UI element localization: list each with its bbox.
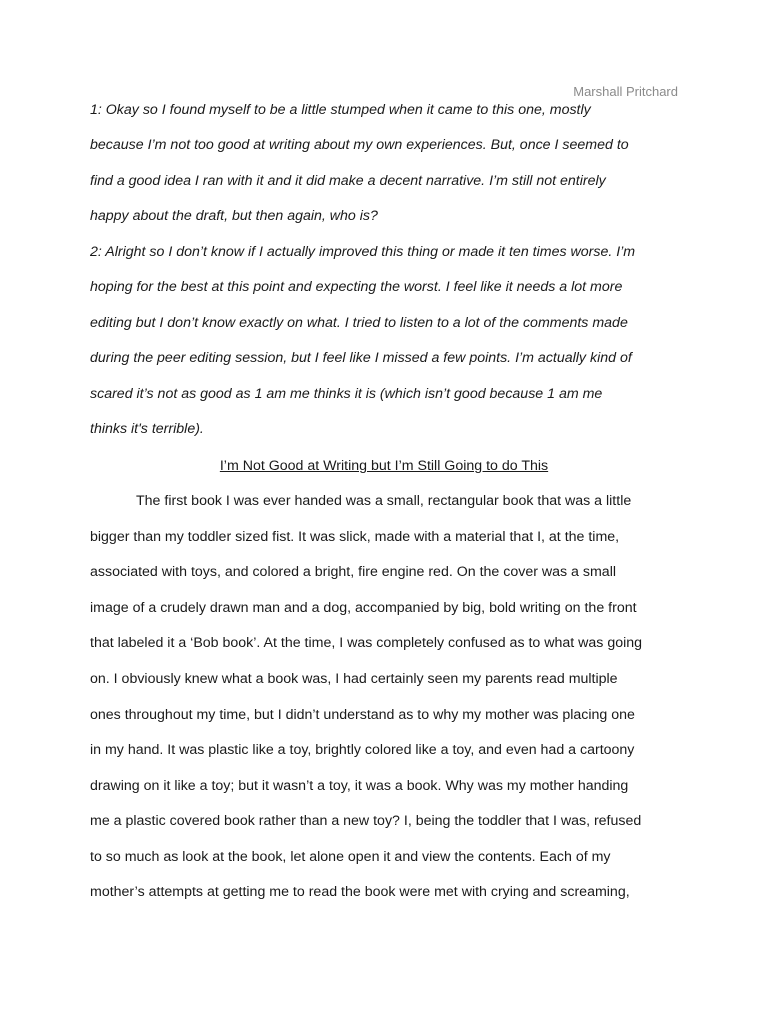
reflection-line: because I’m not too good at writing about my own experiences. But, once I seemed to xyxy=(90,137,629,153)
body-line: that labeled it a ‘Bob book’. At the time, I was completely confused as to what was going xyxy=(90,635,643,651)
reflection-line: hoping for the best at this point and expecting the worst. I feel like it needs a lot more xyxy=(90,279,623,295)
body-line: ones throughout my time, but I didn’t understand as to why my mother was placing one xyxy=(90,707,635,723)
body-line: mother’s attempts at getting me to read the book were met with crying and screaming, xyxy=(90,884,630,900)
reflection-line: thinks it's terrible). xyxy=(90,421,204,437)
reflection-line: 2: Alright so I don’t know if I actually improved this thing or made it ten times worse. I’m xyxy=(90,244,636,260)
body-line: to so much as look at the book, let alone open it and view the contents. Each of my xyxy=(90,849,611,865)
essay-title: I’m Not Good at Writing but I’m Still Going to do This xyxy=(219,458,549,474)
body-line: image of a crudely drawn man and a dog, accompanied by big, bold writing on the front xyxy=(90,600,637,616)
body-line: on. I obviously knew what a book was, I had certainly seen my parents read multiple xyxy=(90,671,618,687)
reflection-line: find a good idea I ran with it and it did make a decent narrative. I’m still not entirely xyxy=(90,173,606,189)
reflection-line: during the peer editing session, but I feel like I missed a few points. I’m actually kind of xyxy=(90,350,632,366)
reflection-line: happy about the draft, but then again, who is? xyxy=(90,208,378,224)
body-line: me a plastic covered book rather than a new toy? I, being the toddler that I was, refused xyxy=(90,813,642,829)
body-line: in my hand. It was plastic like a toy, brightly colored like a toy, and even had a cartoony xyxy=(90,742,635,758)
body-line: drawing on it like a toy; but it wasn’t a toy, it was a book. Why was my mother handing xyxy=(90,778,629,794)
author-name: Marshall Pritchard xyxy=(573,84,678,99)
body-line: The first book I was ever handed was a small, rectangular book that was a little xyxy=(136,493,632,509)
reflection-line: scared it’s not as good as 1 am me thinks it is (which isn’t good because 1 am me xyxy=(90,386,603,402)
body-line: associated with toys, and colored a bright, fire engine red. On the cover was a small xyxy=(90,564,616,580)
body-line: bigger than my toddler sized fist. It was slick, made with a material that I, at the time, xyxy=(90,529,620,545)
reflection-line: editing but I don’t know exactly on what. I tried to listen to a lot of the comments made xyxy=(90,315,628,331)
reflection-line: 1: Okay so I found myself to be a little stumped when it came to this one, mostly xyxy=(90,102,591,118)
